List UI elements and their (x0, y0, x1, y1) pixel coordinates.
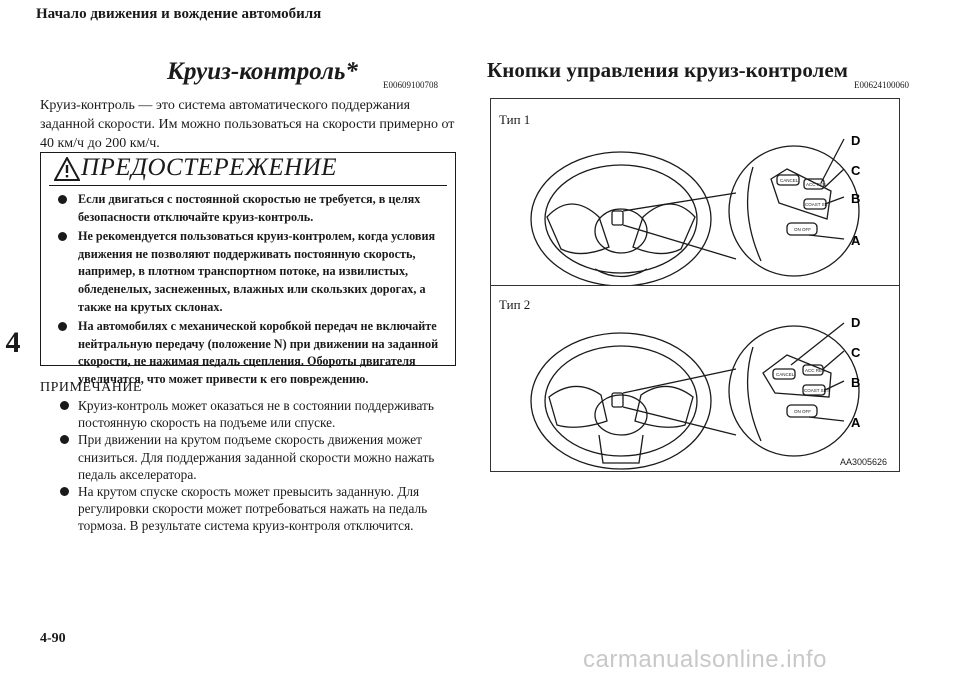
cancel-button-label: CANCEL (780, 178, 799, 183)
type1-illustration (491, 99, 899, 285)
section-code: E00624100060 (854, 80, 909, 90)
type2-label: Тип 2 (499, 297, 531, 312)
coast-set-button-label: COAST SET (804, 388, 830, 393)
coast-set-button-label: COAST SET (805, 202, 831, 207)
warning-item: На автомобилях с механической коробкой передач не включайте нейтральную передачу (положение N) при движении на заданной скорости, не нажимая педаль сцепления. Обороты двигателя увеличатся, что может привести к его повреждению. (49, 318, 449, 388)
type1-label: Тип 1 (499, 112, 531, 127)
warning-divider (49, 185, 447, 186)
steering-wheel-figure (490, 98, 900, 472)
bullet-icon (58, 232, 67, 241)
callout-d: D (851, 315, 861, 330)
warning-list (49, 191, 449, 391)
callout-b: B (851, 191, 861, 206)
chapter-tab: 4 (0, 322, 26, 364)
page-number: 4-90 (40, 631, 66, 646)
callout-a: A (851, 233, 861, 248)
bullet-icon (58, 322, 67, 331)
note-item: Круиз-контроль может оказаться не в состоянии поддерживать постоянную скорость на подъеме или спуске. (40, 397, 460, 431)
warning-box (40, 152, 456, 386)
note-list (40, 397, 460, 535)
note-item: На крутом спуске скорость может превысить заданную. Для регулировки скорости может потребоваться нажать на педаль тормоза. В результате система круиз-контроля отключится. (40, 483, 460, 535)
callout-b: B (851, 375, 861, 390)
figure-code: AA3005626 (839, 457, 887, 467)
warning-item: Если двигаться с постоянной скоростью не требуется, в целях безопасности отключайте круиз-контроль. (49, 191, 449, 226)
callout-c: C (851, 163, 861, 178)
section-code: E00609100708 (383, 80, 438, 90)
watermark: carmanualsonline.info (583, 646, 827, 673)
on-off-button-label: ON OFF (794, 409, 811, 414)
callout-c: C (851, 345, 861, 360)
section-title-cruise-buttons: Кнопки управления круиз-контролем (487, 58, 848, 82)
type2-illustration (491, 285, 899, 471)
note-title: ПРИМЕЧАНИЕ (40, 380, 142, 395)
on-off-button-label: ON OFF (794, 227, 811, 232)
steering-wheel-rim-icon (531, 333, 711, 469)
acc-res-button-label: ACC RES (805, 368, 826, 373)
callout-d: D (851, 133, 861, 148)
section-title-cruise-control: Круиз-контроль* (167, 58, 358, 85)
bullet-icon (60, 435, 69, 444)
bullet-icon (60, 487, 69, 496)
warning-title: ПРЕДОСТЕРЕЖЕНИЕ (81, 154, 337, 181)
bullet-icon (60, 401, 69, 410)
steering-wheel-rim-icon (531, 152, 711, 285)
bullet-icon (58, 195, 67, 204)
callout-a: A (851, 415, 861, 430)
acc-res-button-label: ACC RES (806, 182, 827, 187)
warning-item: Не рекомендуется пользоваться круиз-контролем, когда условия движения не позволяют поддерживать постоянную скорость, например, в плотном транспортном потоке, на извилистых, обледенелых, заснеженных, влажных или скользких дорогах, а также на крутых склонах. (49, 228, 449, 316)
cancel-button-label: CANCEL (776, 372, 795, 377)
intro-paragraph: Круиз-контроль — это система автоматического поддержания заданной скорости. Им можно пользоваться на скорости примерно от 40 км/ч до 200 км/ч. (40, 98, 455, 151)
warning-triangle-icon (54, 157, 80, 181)
note-item: При движении на крутом подъеме скорость движения может снизиться. Для поддержания заданной скорости можно нажать педаль акселератора. (40, 431, 460, 483)
running-header: Начало движения и вождение автомобиля (36, 6, 322, 22)
